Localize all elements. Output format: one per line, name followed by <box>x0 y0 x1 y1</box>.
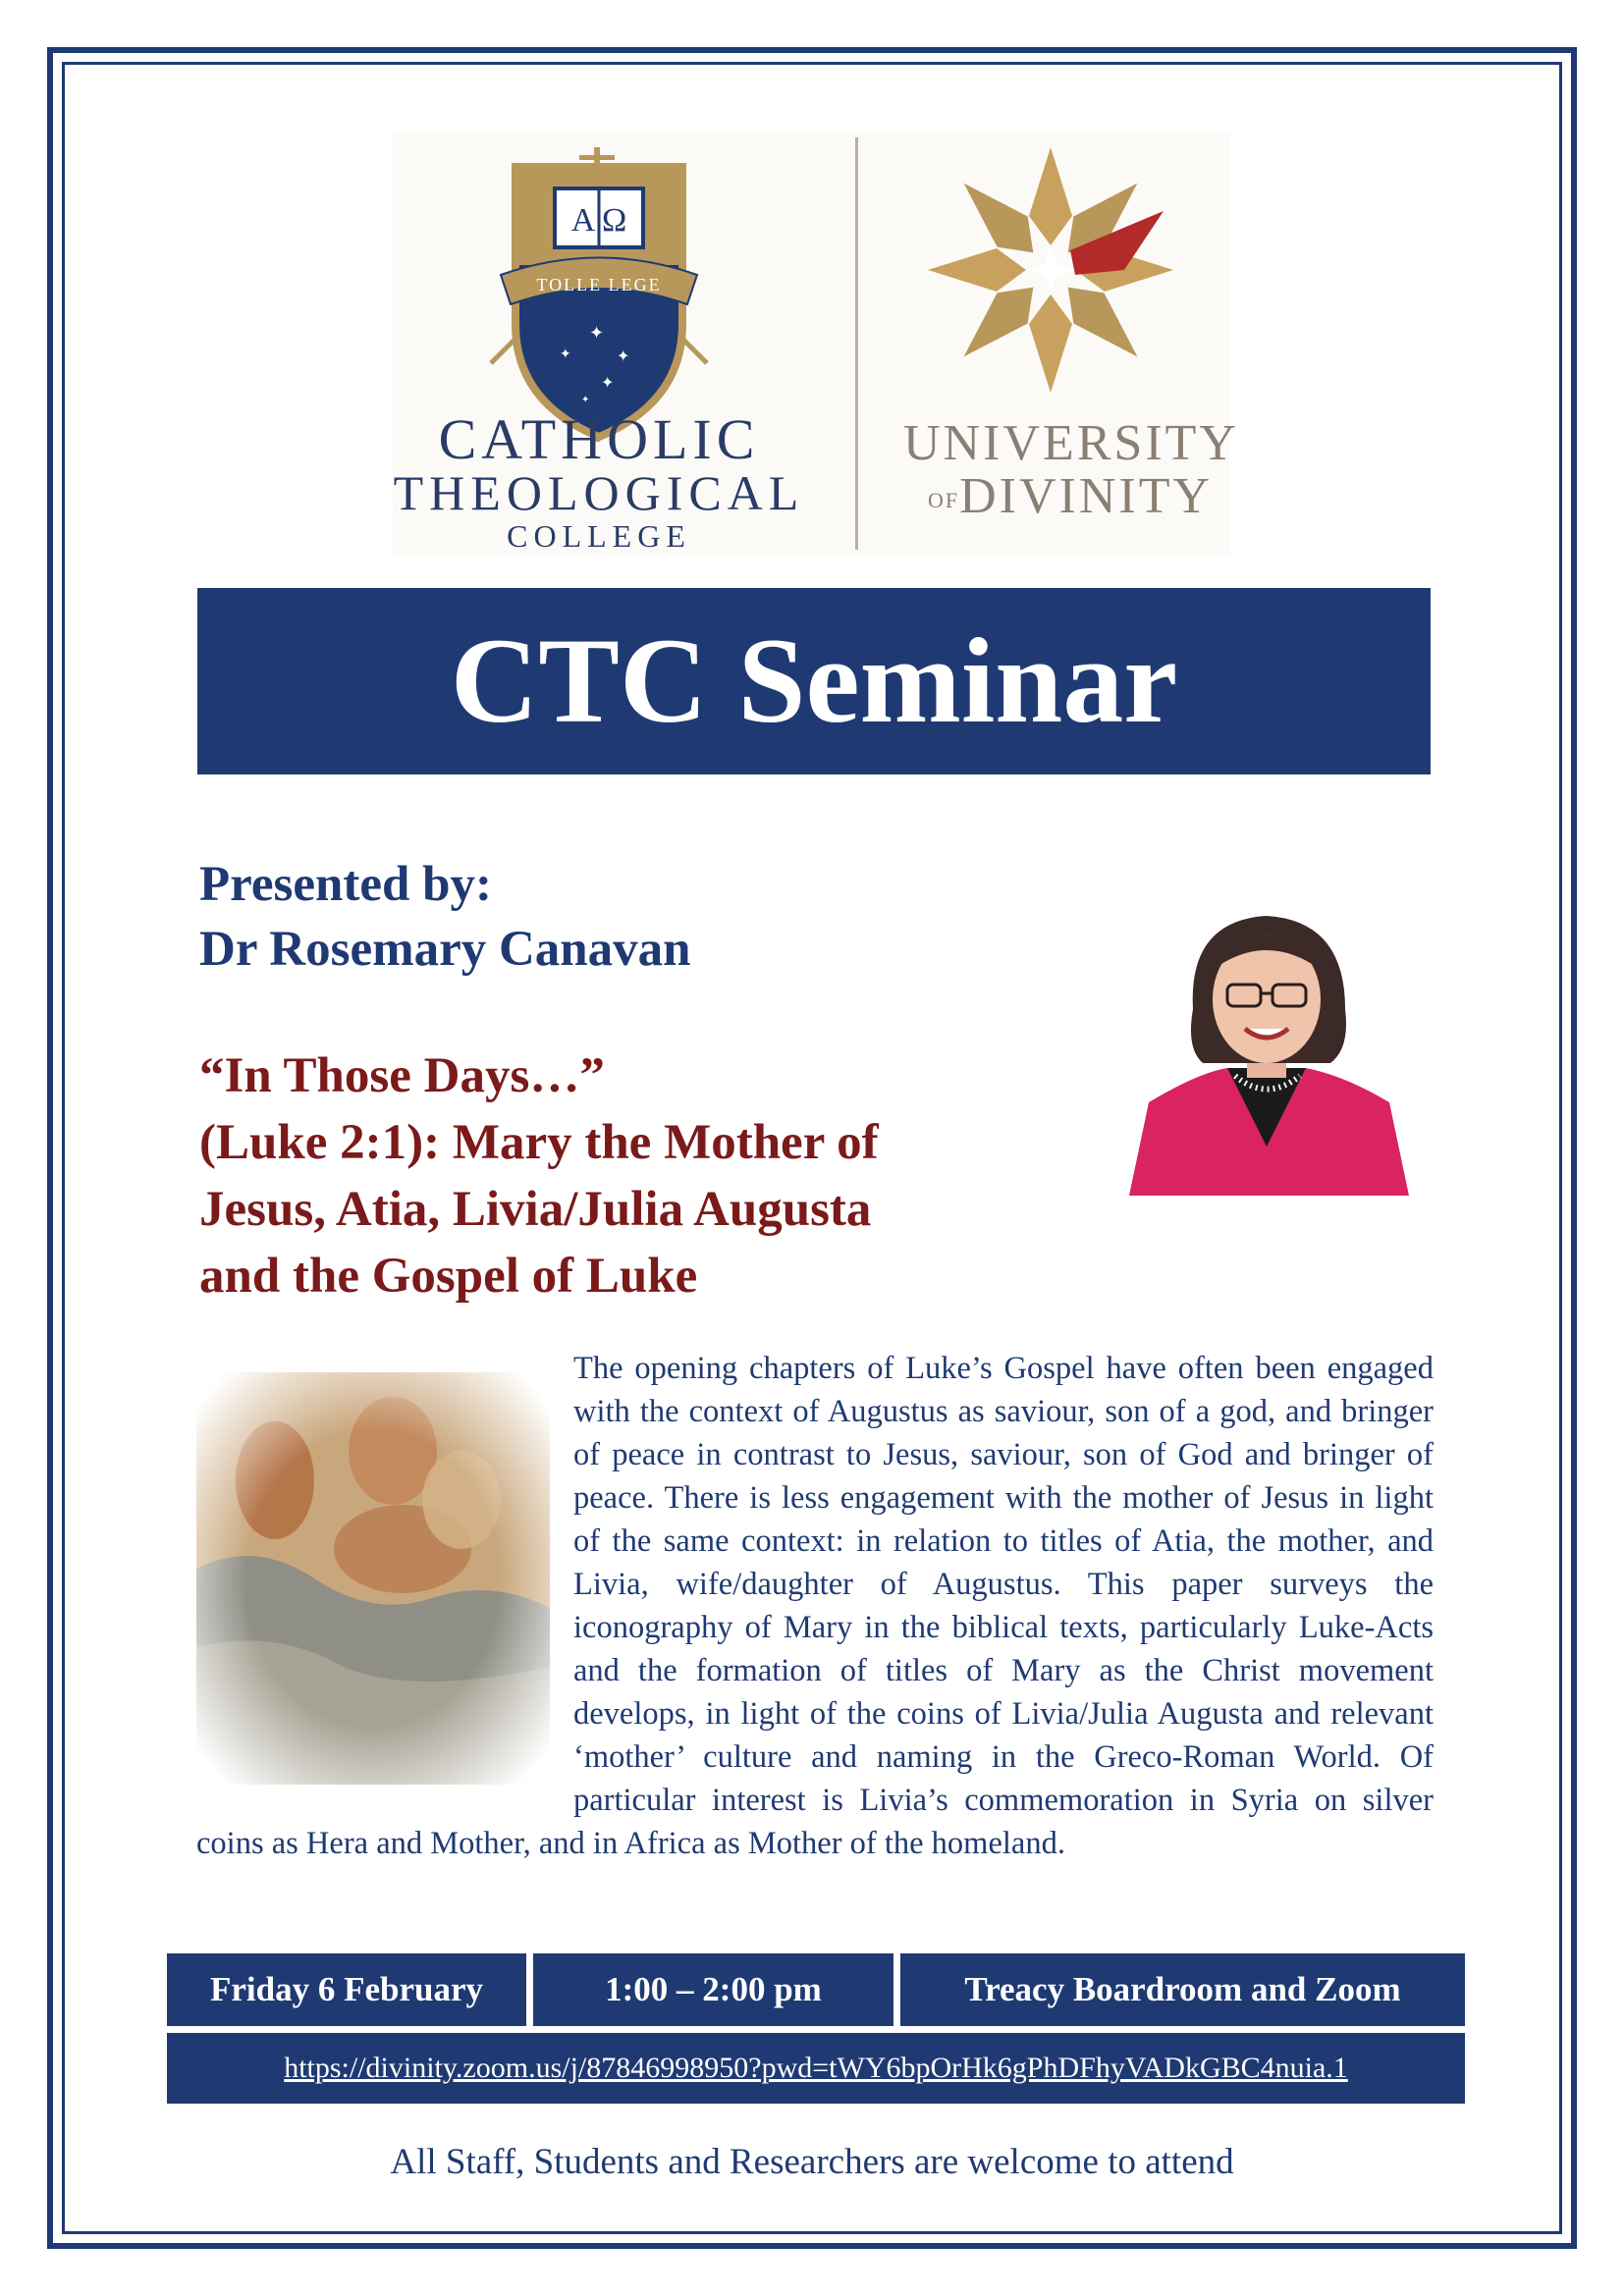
page-title: CTC Seminar <box>450 614 1178 748</box>
presenter-name: Dr Rosemary Canavan <box>199 922 691 977</box>
event-venue: Treacy Boardroom and Zoom <box>900 1953 1465 2026</box>
event-date: Friday 6 February <box>167 1953 526 2026</box>
image-spacer <box>196 1347 573 1808</box>
event-time: 1:00 – 2:00 pm <box>533 1953 893 2026</box>
zoom-link[interactable]: https://divinity.zoom.us/j/87846998950?pwd=tWY6bpOrHk6gPhDFhyVADkGBC4nuia.1 <box>284 2052 1348 2084</box>
ctc-name-line1: CATHOLIC <box>438 407 760 471</box>
svg-text:✦: ✦ <box>581 395 590 405</box>
logo-divider <box>855 137 858 550</box>
talk-title-line1: “In Those Days…” <box>199 1048 605 1103</box>
ud-name-line1: UNIVERSITY <box>903 415 1239 471</box>
title-banner <box>197 588 1431 774</box>
ud-star-icon <box>923 142 1178 398</box>
presenter-block <box>199 852 691 982</box>
talk-title <box>199 1042 1083 1309</box>
svg-text:✦: ✦ <box>617 348 630 365</box>
svg-text:✦: ✦ <box>601 375 615 392</box>
abstract-body: The opening chapters of Luke’s Gospel have often been engaged with the context of Augustus as saviour, son of a god, and bringer of peace in contrast to Jesus, saviour, son of God and bringer of peace. There is less engagement with the mother of Jesus in light of the same context: in relation to titles of Atia, the mother, and Livia, wife/daughter of Augustus. This paper surveys the iconography of Mary in the biblical texts, particularly Luke-Acts and the formation of titles of Mary as the Christ movement develops, in light of the coins of Livia/Julia Augusta and relevant ‘mother’ culture and naming in the Greco-Roman World. Of particular interest is Livia’s commemoration in Syria on silver coins as Hera and Mother, and in Africa as Mother of the homeland. <box>196 1351 1434 1861</box>
ud-name-line2 <box>903 470 1237 527</box>
talk-title-line3: Jesus, Atia, Livia/Julia Augusta <box>199 1182 872 1237</box>
ud-divinity: DIVINITY <box>959 468 1214 524</box>
ctc-book-letters: A Ω <box>570 202 627 239</box>
welcome-note: All Staff, Students and Researchers are welcome to attend <box>390 2142 1234 2182</box>
ud-of: OF <box>927 488 960 513</box>
presented-by-label: Presented by: <box>199 857 492 912</box>
presenter-photo <box>1110 901 1422 1196</box>
zoom-link-box <box>167 2033 1465 2104</box>
ctc-ribbon-text: TOLLE LEGE <box>536 275 662 294</box>
svg-text:✦: ✦ <box>589 323 605 343</box>
ctc-name-line3: COLLEGE <box>507 518 691 554</box>
svg-text:✦: ✦ <box>560 347 571 362</box>
talk-title-line2: (Luke 2:1): Mary the Mother of <box>199 1115 879 1170</box>
abstract-text <box>196 1347 1434 1865</box>
ud-wordmark <box>903 417 1237 527</box>
ctc-wordmark <box>393 407 805 554</box>
ctc-name-line2: THEOLOGICAL <box>393 465 805 520</box>
talk-title-line4: and the Gospel of Luke <box>199 1249 698 1304</box>
